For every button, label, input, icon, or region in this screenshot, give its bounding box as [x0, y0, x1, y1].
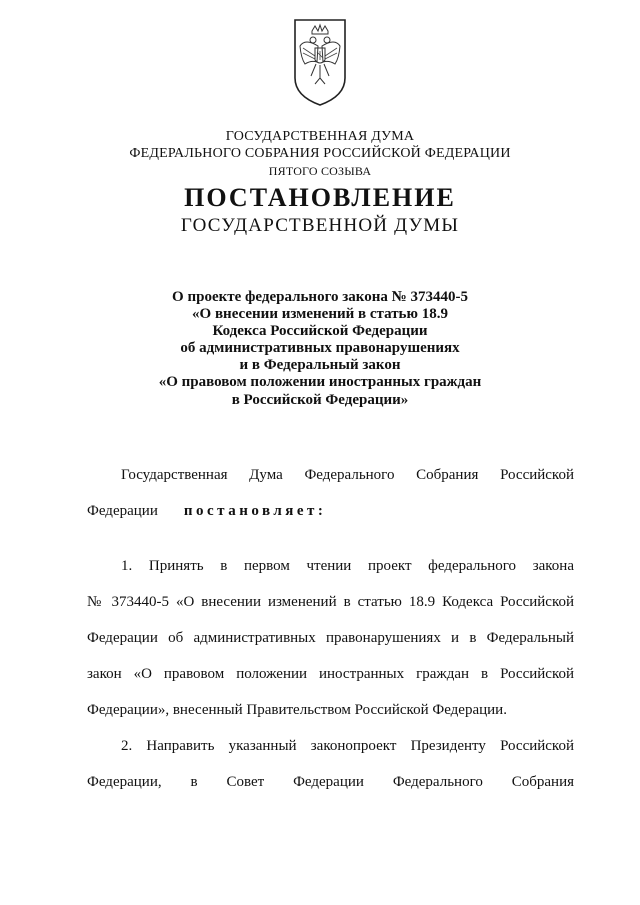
preamble-line: Государственная Дума Федерального Собрания Российской: [121, 467, 574, 483]
subject-line: в Российской Федерации»: [231, 392, 409, 408]
organization-name: ГОСУДАРСТВЕННАЯ ДУМА: [225, 129, 415, 144]
item-1-line: Федерации», внесенный Правительством Российской Федерации.: [87, 702, 507, 718]
item-2-line: 2. Направить указанный законопроект Президенту Российской: [121, 738, 574, 754]
organization-name-full: ФЕДЕРАЛЬНОГО СОБРАНИЯ РОССИЙСКОЙ ФЕДЕРАЦИИ: [129, 146, 511, 161]
decree-word: постановляет:: [183, 503, 327, 519]
item-1-line: 1. Принять в первом чтении проект федерального закона: [121, 558, 574, 574]
item-2-line: Федерации, в Совет Федерации Федерального Собрания: [87, 774, 574, 790]
preamble-federation: Федерации: [87, 503, 158, 519]
subject-line: Кодекса Российской Федерации: [212, 323, 428, 339]
document-type-subtitle: ГОСУДАРСТВЕННОЙ ДУМЫ: [180, 215, 460, 236]
subject-line: и в Федеральный закон: [239, 357, 401, 373]
item-1-line: Федерации об административных правонарушениях и в Федеральный: [87, 630, 574, 646]
subject-line: «О правовом положении иностранных граждан: [158, 374, 482, 390]
document-type-title: ПОСТАНОВЛЕНИЕ: [184, 183, 456, 212]
subject-line: об административных правонарушениях: [180, 340, 460, 356]
preamble-line: [87, 503, 574, 520]
russian-coat-of-arms-icon: [291, 16, 349, 108]
item-1-line: закон «О правовом положении иностранных граждан в Российской: [87, 666, 574, 682]
convocation: ПЯТОГО СОЗЫВА: [268, 164, 372, 178]
subject-line: «О внесении изменений в статью 18.9: [192, 306, 448, 322]
subject-line: О проекте федерального закона № 373440-5: [172, 289, 468, 305]
item-1-line: № 373440-5 «О внесении изменений в статью 18.9 Кодекса Российской: [87, 594, 574, 610]
